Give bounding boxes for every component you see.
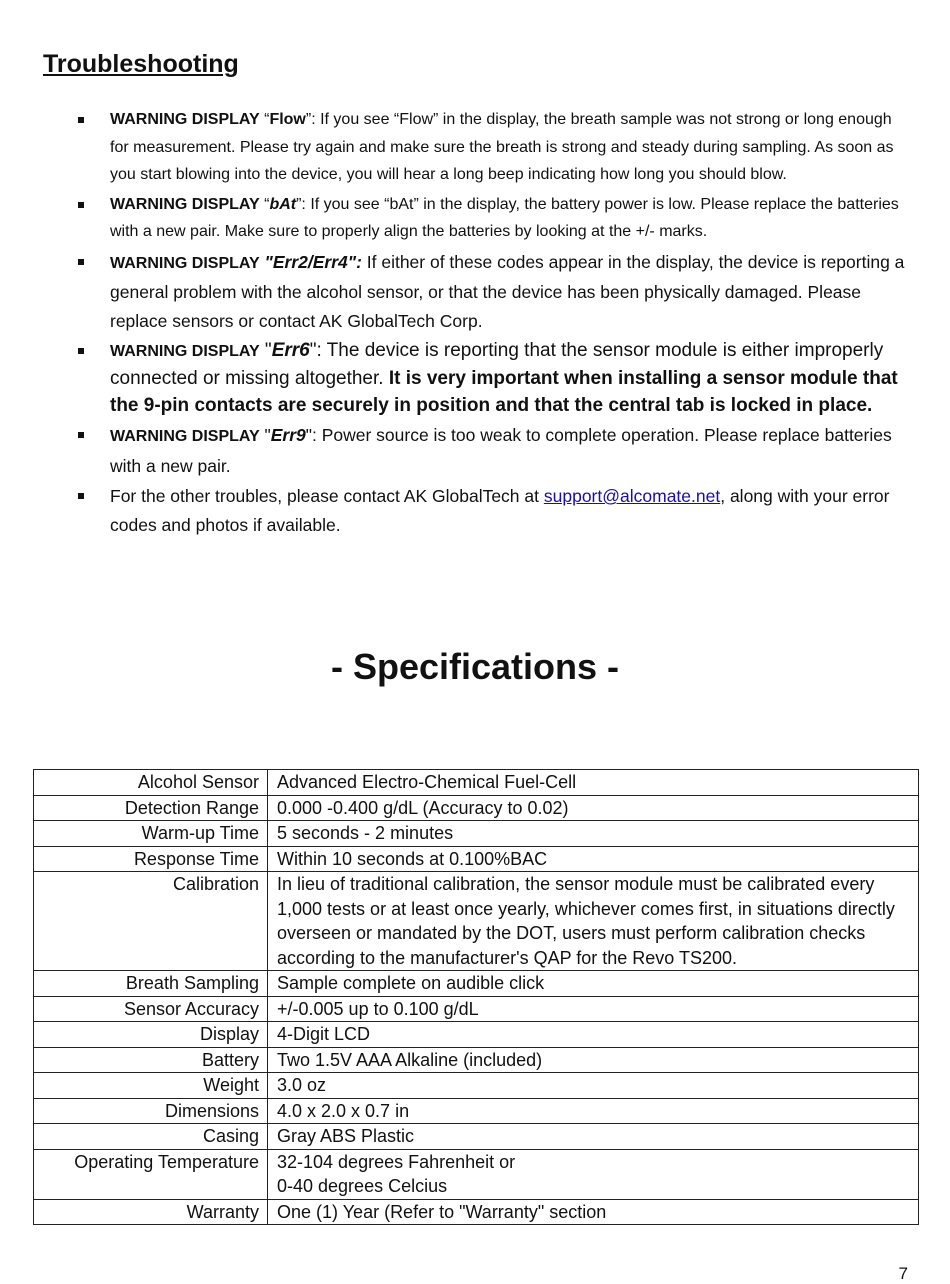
contact-text-before: For the other troubles, please contact AK GlobalTech at — [110, 486, 544, 506]
warning-label: WARNING DISPLAY — [110, 195, 260, 213]
specifications-heading: - Specifications - — [330, 646, 620, 687]
spec-key: Display — [34, 1022, 268, 1048]
warning-text: : If you see “Flow” in the display, the breath sample was not strong or long enough for measurement. Please try again and make sure the breath is strong and steady during sampling. As soon as you start blowing into the device, you will hear a long beep indicating how long you should blow. — [110, 111, 894, 183]
list-item — [76, 482, 906, 539]
troubleshooting-heading: Troubleshooting — [43, 50, 239, 78]
warning-text: : The device is reporting that the sensor module is either improperly connected or missing altogether. — [110, 340, 884, 389]
spec-value — [268, 1149, 919, 1199]
table-row — [34, 1073, 919, 1099]
spec-value: 4.0 x 2.0 x 0.7 in — [268, 1098, 919, 1124]
spec-key: Warm-up Time — [34, 821, 268, 847]
table-row — [34, 1199, 919, 1225]
table-row — [34, 795, 919, 821]
list-item: WARNING DISPLAY “bAt”: If you see “bAt” in the display, the battery power is low. Please replace the batteries with a new pair. Make sure to properly align the batteries by looking at the +/- marks. — [76, 191, 906, 246]
spec-key: Warranty — [34, 1199, 268, 1225]
spec-key: Casing — [34, 1124, 268, 1150]
spec-value: Gray ABS Plastic — [268, 1124, 919, 1150]
table-row — [34, 1098, 919, 1124]
table-row — [34, 872, 919, 971]
warning-code: Err6 — [271, 340, 310, 361]
warning-code: Flow — [269, 111, 306, 128]
spec-key: Calibration — [34, 872, 268, 971]
table-row — [34, 971, 919, 997]
support-email-link[interactable]: support@alcomate.net — [543, 486, 721, 506]
table-row — [34, 846, 919, 872]
list-item: WARNING DISPLAY "Err6": The device is reporting that the sensor module is either improperly connected or missing altogether. It is very important when installing a sensor module that the 9-pin contacts are securely in position and that the central tab is locked in place. — [76, 337, 906, 419]
warning-label: WARNING DISPLAY — [110, 111, 260, 128]
spec-value: 4-Digit LCD — [268, 1022, 919, 1048]
warning-text: : If you see “bAt” in the display, the battery power is low. Please replace the batteries with a new pair. Make sure to properly align the batteries by looking at the +/- marks. — [110, 195, 899, 240]
table-row — [34, 821, 919, 847]
contact-text-after: , along with your error codes and photos if available. — [110, 486, 890, 535]
list-item: WARNING DISPLAY "Err9": Power source is too weak to complete operation. Please replace batteries with a new pair. — [76, 421, 906, 480]
warning-text: : Power source is too weak to complete operation. Please replace batteries with a new pair. — [110, 425, 892, 476]
spec-value: Advanced Electro-Chemical Fuel-Cell — [268, 770, 919, 796]
spec-key: Response Time — [34, 846, 268, 872]
table-row — [34, 996, 919, 1022]
warning-label: WARNING DISPLAY — [110, 428, 260, 445]
spec-key: Sensor Accuracy — [34, 996, 268, 1022]
warning-code: bAt — [269, 195, 297, 213]
warning-label: WARNING DISPLAY — [110, 254, 260, 272]
spec-key: Operating Temperature — [34, 1149, 268, 1199]
spec-value: In lieu of traditional calibration, the sensor module must be calibrated every 1,000 tests or at least once yearly, whichever comes first, in situations directly overseen or mandated by the DOT, users must perform calibration checks according to the manufacturer's QAP for the Revo TS200. — [268, 872, 919, 971]
table-row — [34, 770, 919, 796]
spec-value: 3.0 oz — [268, 1073, 919, 1099]
table-row — [34, 1022, 919, 1048]
spec-key: Alcohol Sensor — [34, 770, 268, 796]
spec-value: 0.000 -0.400 g/dL (Accuracy to 0.02) — [268, 795, 919, 821]
list-item: WARNING DISPLAY "Err2/Err4": If either of these codes appear in the display, the device is reporting a general problem with the alcohol sensor, or that the device has been physically damaged. Please replace sensors or contact AK GlobalTech Corp. — [76, 248, 906, 336]
table-row — [34, 1047, 919, 1073]
spec-value: Sample complete on audible click — [268, 971, 919, 997]
spec-value: One (1) Year (Refer to "Warranty" section — [268, 1199, 919, 1225]
spec-key: Breath Sampling — [34, 971, 268, 997]
spec-value: 5 seconds - 2 minutes — [268, 821, 919, 847]
list-item: WARNING DISPLAY “Flow”: If you see “Flow” in the display, the breath sample was not strong or long enough for measurement. Please try again and make sure the breath is strong and steady during sampling. As soon as you start blowing into the device, you will hear a long beep indicating how long you should blow. — [76, 106, 906, 189]
spec-key: Weight — [34, 1073, 268, 1099]
table-row — [34, 1149, 919, 1199]
warning-label: WARNING DISPLAY — [110, 343, 260, 360]
spec-value-line: 32-104 degrees Fahrenheit or — [277, 1151, 516, 1172]
warning-emphasis: It is very important when installing a sensor module that the 9-pin contacts are securely in position and that the central tab is locked in place. — [110, 368, 898, 416]
spec-value: Within 10 seconds at 0.100%BAC — [268, 846, 919, 872]
spec-key: Battery — [34, 1047, 268, 1073]
spec-key: Dimensions — [34, 1098, 268, 1124]
spec-value: +/-0.005 up to 0.100 g/dL — [268, 996, 919, 1022]
spec-value-line: 0-40 degrees Celcius — [277, 1176, 448, 1196]
warning-text: If either of these codes appear in the display, the device is reporting a general problem with the alcohol sensor, or that the device has been physically damaged. Please replace sensors or contact AK GlobalTech Corp. — [110, 251, 905, 331]
page-number: 7 — [898, 1264, 908, 1283]
spec-value: Two 1.5V AAA Alkaline (included) — [268, 1047, 919, 1073]
spec-key: Detection Range — [34, 795, 268, 821]
warning-code: Err2/Err4 — [272, 251, 348, 272]
table-row — [34, 1124, 919, 1150]
specifications-table — [33, 769, 919, 1225]
troubleshooting-list — [76, 106, 906, 541]
warning-code: Err9 — [270, 425, 306, 445]
